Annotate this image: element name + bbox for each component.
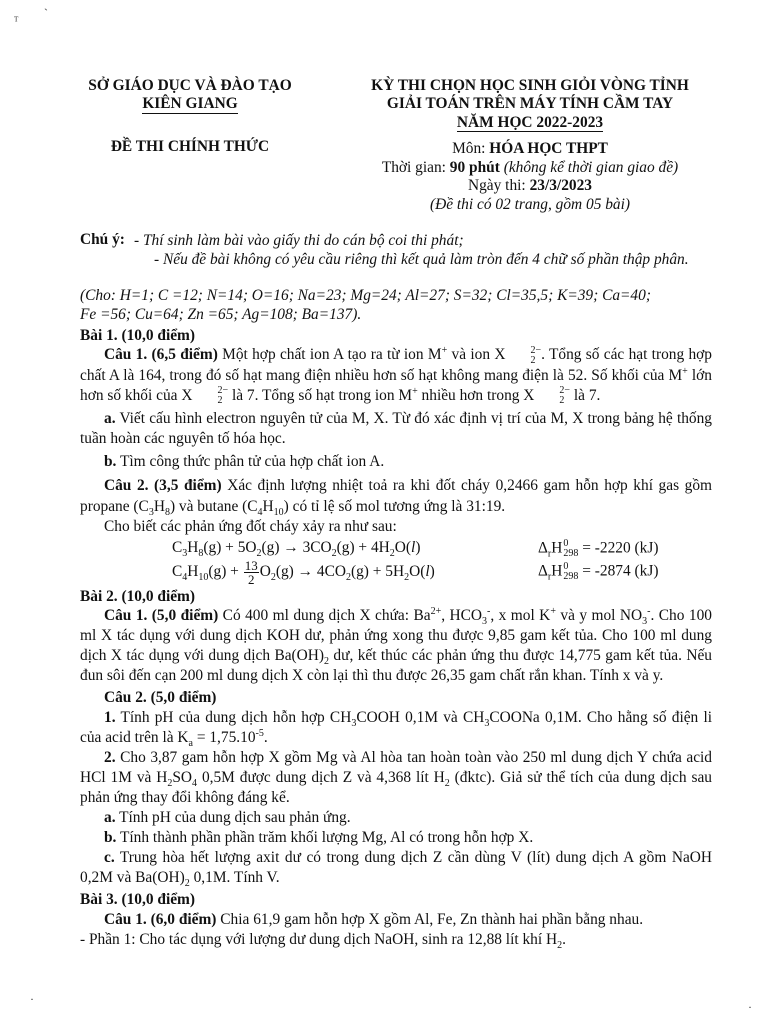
date-value: 23/3/2023: [529, 177, 592, 195]
bai3-cau1-part1: - Phần 1: Cho tác dụng với lượng dư dung dịch NaOH, sinh ra 12,88 lít khí $H_2$.: [80, 930, 566, 951]
official-label: ĐỀ THI CHÍNH THỨC: [110, 137, 270, 155]
scan-mark: `: [44, 6, 48, 20]
bai1-cau1-b: b. Tìm công thức phân tử của hợp chất ion A.: [104, 453, 385, 471]
date-label: Ngày thi:: [468, 177, 530, 195]
bai1-cau1-a: a. Viết cấu hình electron nguyên tử của M, X. Từ đó xác định vị trí của M, X trong bảng hệ thống tuần hoàn các nguyên tố hóa học.: [80, 410, 712, 448]
pages-note: (Đề thi có 02 trang, gồm 05 bài): [429, 195, 631, 213]
bai2-cau2-b: b. Tính thành phần phần trăm khối lượng Mg, Al có trong hỗn hợp X.: [104, 829, 534, 847]
exam-title-line2: GIẢI TOÁN TRÊN MÁY TÍNH CẦM TAY: [386, 95, 674, 113]
bai1-title: Bài 1. (10,0 điểm): [80, 327, 195, 344]
subject-name: HÓA HỌC THPT: [489, 140, 608, 158]
exam-body: [80, 231, 712, 950]
notice-line1: - Thí sinh làm bài vào giấy thi do cán bộ coi thi phát;: [134, 232, 464, 249]
date-line: [320, 177, 740, 195]
bai2-cau1-text: Câu 1. (5,0 điểm) Có 400 ml dung dịch X chứa: $Ba^{2+}$, $HCO_3^-$, x mol K+ và y mol $NO_3^-$. Cho 100 ml X tác dụng với dung dịch KOH dư, phản ứng xong thu được 9,85 gam kết tủa. Cho 100 ml dung dịch X tác dụng với dung dịch $Ba(OH)_2$ dư, kết thúc các phản ứng thu được 14,775 gam kết tủa. Nếu đun sôi đến cạn 200 ml dung dịch X còn lại thì thu được 26,35 gam chất rắn khan. Tính x và y.: [80, 605, 713, 685]
reaction-propane: $C_3H_8(g) + 5O_2(g) \to 3CO_2(g) + 4H_2O(l)$ $\Delta_rH$ 0 298 = -2220 (kJ): [172, 537, 659, 560]
dh-propane: = -2220 (kJ): [582, 539, 659, 557]
notice: [80, 231, 712, 270]
notice-label: Chú ý:: [80, 231, 125, 248]
scan-mark: ᵀ: [14, 14, 19, 28]
exam-title-line1: KỲ THI CHỌN HỌC SINH GIỎI VÒNG TỈNH: [371, 77, 689, 94]
bai2-cau2-c: c. Trung hòa hết lượng axit dư có trong dung dịch Z cần dùng V (lít) dung dịch A gồm NaOH 0,2M và $Ba(OH)_2$ 0,1M. Tính V.: [80, 849, 712, 890]
bai3-title: Bài 3. (10,0 điểm): [80, 891, 195, 909]
header-department: [60, 77, 320, 156]
bai1-cau1-text: Câu 1. (6,5 điểm) Một hợp chất ion A tạo ra từ ion M+ và ion X 2− 2 . Tổng số các hạt trong hợp chất A là 164, trong đó số hạt mang điện nhiều hơn số hạt không mang điện là 52. Số khối của M+ lớn hơn số khối của X 2− 2 là 7. Tổng số hạt trong ion M+ nhiều hơn trong X 2− 2 là 7.: [80, 344, 713, 407]
atomic-masses-line1: (Cho: H=1; C =12; N=14; O=16; Na=23; Mg=24; Al=27; S=32; Cl=35,5; K=39; Ca=40;: [80, 286, 651, 304]
bai1-cau1-heading: Câu 1. (6,5 điểm): [104, 346, 218, 364]
bai2-cau1-heading: Câu 1. (5,0 điểm): [104, 607, 219, 625]
bai3-cau1-heading: Câu 1. (6,0 điểm): [104, 910, 217, 928]
scan-mark: ·: [748, 1000, 752, 1014]
dept-line1: SỞ GIÁO DỤC VÀ ĐÀO TẠO: [88, 77, 292, 94]
bai2-title: Bài 2. (10,0 điểm): [80, 587, 195, 605]
bai3-cau1-text: Câu 1. (6,0 điểm) Chia 61,9 gam hỗn hợp X gồm Al, Fe, Zn thành hai phần bằng nhau.: [104, 910, 644, 928]
atomic-masses-line2: Fe =56; Cu=64; Zn =65; Ag=108; Ba=137).: [80, 305, 362, 323]
subject-label: Môn:: [452, 140, 490, 158]
notice-line2: - Nếu đề bài không có yêu cầu riêng thì kết quả làm tròn đến 4 chữ số phần thập phân.: [154, 251, 689, 269]
time-line: [320, 159, 740, 177]
bai2-cau2-item1: 1. Tính pH của dung dịch hỗn hợp $CH_3COOH$ 0,1M và $CH_3COONa$ 0,1M. Cho hằng số điện li của acid trên là $K_a = 1,75.10^{-5}$.: [80, 709, 712, 750]
reaction-butane: $C_4H_{10}(g)$ + $\frac{13}{2}$ $O_2(g) \to 4CO_2(g) + 5H_2O(l)$ $\Delta_rH$ 0 298 = -2874 (kJ): [172, 557, 659, 587]
dept-line2: KIÊN GIANG: [142, 95, 238, 113]
atomic-masses: [80, 286, 712, 325]
scan-mark: ·: [30, 992, 34, 1006]
bai1-cau2-heading: Câu 2. (3,5 điểm): [104, 477, 222, 495]
dh-butane: = -2874 (kJ): [582, 562, 659, 580]
bai1-cau2-text: Câu 2. (3,5 điểm) Xác định lượng nhiệt toả ra khi đốt cháy 0,2466 gam hỗn hợp khí gas gồm propane $(C_3H_8)$ và butane $(C_4H_{10})$ có tỉ lệ số mol tương ứng là 31:19.: [80, 477, 713, 518]
bai1-given: Cho biết các phản ứng đốt cháy xảy ra như sau:: [104, 517, 397, 535]
exam-year: NĂM HỌC 2022-2023: [456, 113, 604, 131]
header-exam-info: [320, 77, 740, 214]
time-value: 90 phút: [449, 158, 500, 176]
time-note: (không kể thời gian giao đề): [503, 158, 679, 176]
bai2-cau2-item2: 2. Cho 3,87 gam hỗn hợp X gồm Mg và Al hòa tan hoàn toàn vào 250 ml dung dịch Y chứa acid HCl 1M và $H_2SO_4$ 0,5M được dung dịch Z và 4,368 lít $H_2$ (đktc). Giả sử thể tích của dung dịch sau phản ứng thay đổi không đáng kể.: [80, 749, 712, 807]
bai2-cau2-heading: Câu 2. (5,0 điểm): [104, 689, 217, 707]
subject-line: [320, 140, 740, 158]
time-label: Thời gian:: [381, 158, 450, 176]
bai2-cau2-a: a. Tính pH của dung dịch sau phản ứng.: [104, 809, 351, 827]
